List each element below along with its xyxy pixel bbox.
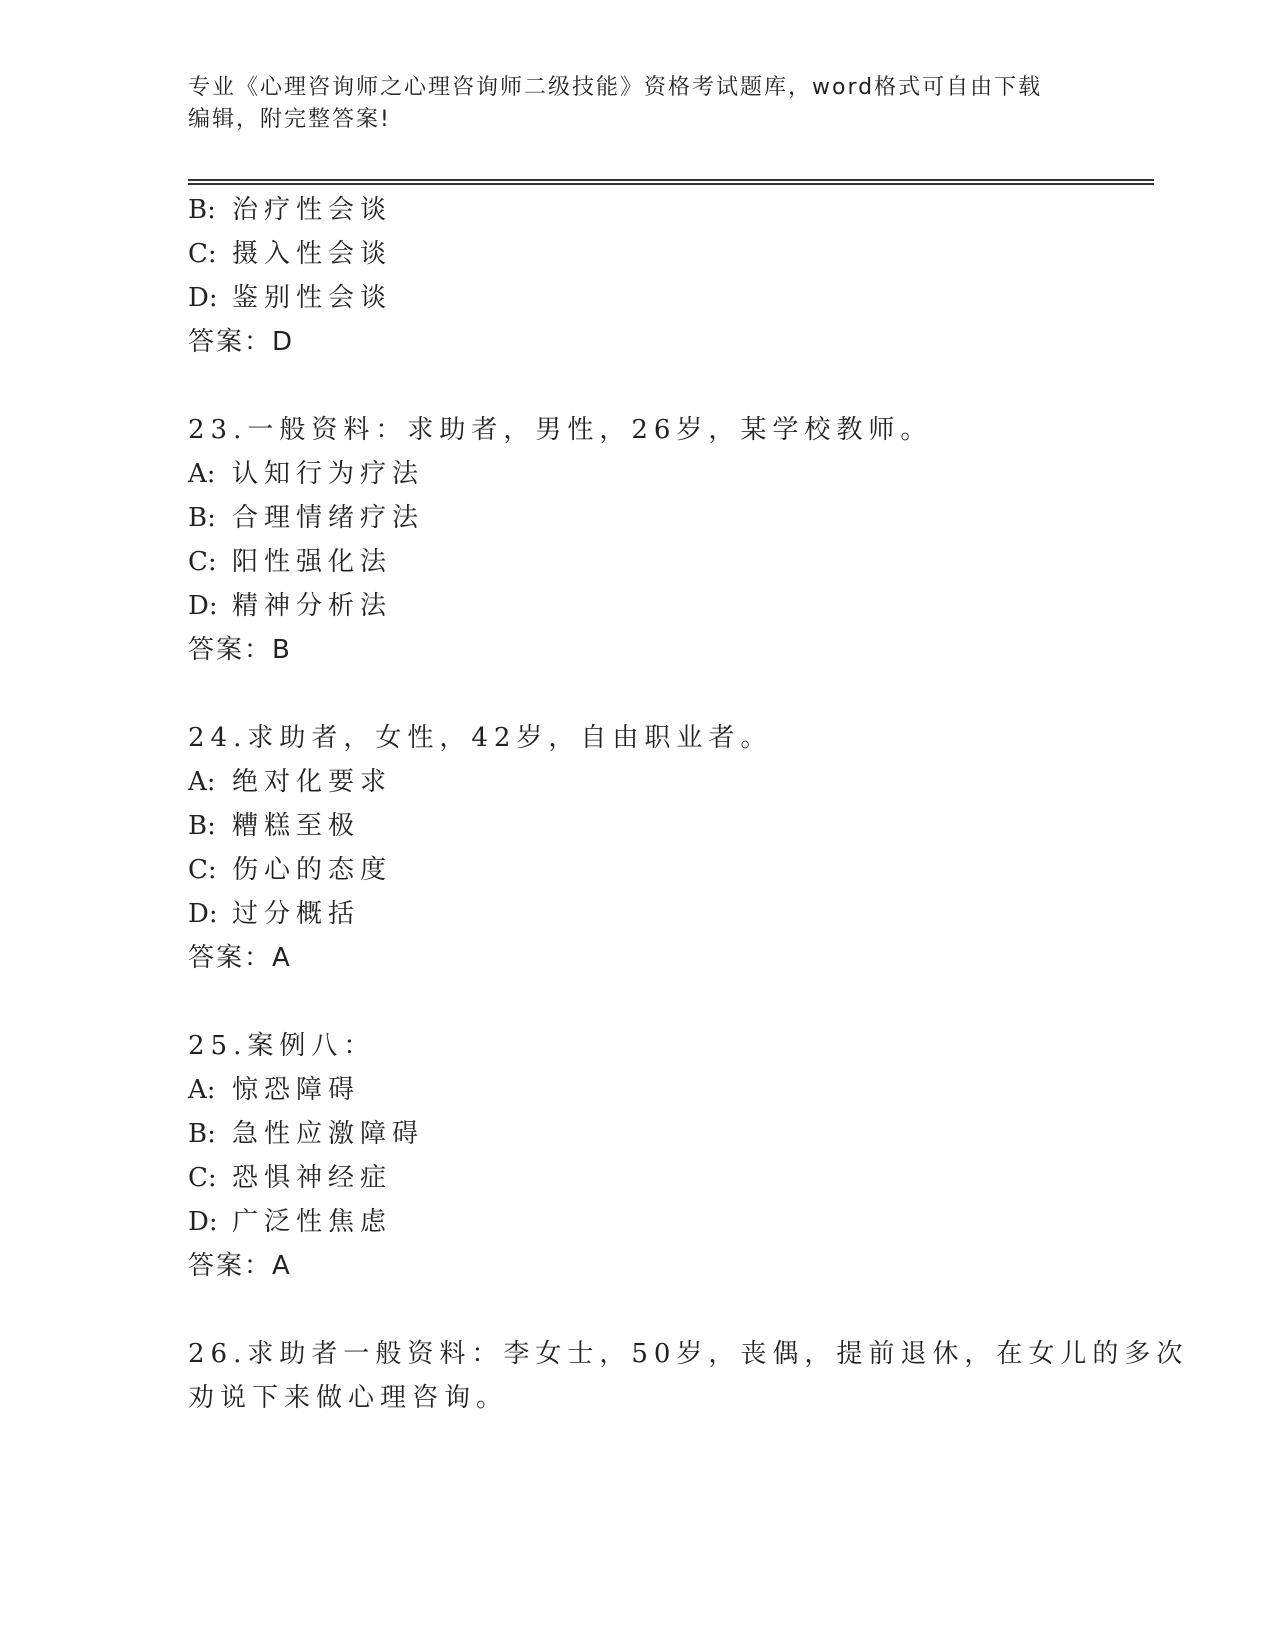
option-text: 过分概括 [232,899,361,929]
document-header [188,72,1078,136]
option-text: 合理情绪疗法 [232,503,425,533]
option-text: 鉴别性会谈 [232,283,393,313]
q24-stem: 24.求助者，女性，42岁，自由职业者。 [188,723,773,753]
q25-stem: 25.案例八： [188,1031,376,1061]
option-letter: D: [188,283,218,313]
q25-answer: 答案：A [188,1251,292,1281]
option-letter: D: [188,591,218,621]
q23-answer: 答案：B [188,635,292,665]
header-divider-bottom [188,183,1154,185]
option-text: 治疗性会谈 [232,195,393,225]
option-letter: D: [188,899,218,929]
header-divider-top [188,179,1154,181]
option-letter: B: [188,503,216,533]
option-text: 急性应激障碍 [232,1119,425,1149]
header-line-2: 编辑，附完整答案! [188,107,391,132]
q24-option-b [188,810,360,842]
q23-option-b [188,502,424,534]
q22-option-d [188,282,392,314]
option-text: 糟糕至极 [232,811,361,841]
q24-answer: 答案：A [188,943,292,973]
option-text: 广泛性焦虑 [232,1207,393,1237]
q26-stem-line-2: 劝说下来做心理咨询。 [188,1383,509,1413]
q22-answer: 答案：D [188,327,295,357]
q22-option-b [188,194,392,226]
q24-option-c [188,854,392,886]
option-text: 阳性强化法 [232,547,393,577]
option-letter: D: [188,1207,218,1237]
q24-option-d [188,898,360,930]
option-text: 绝对化要求 [232,767,393,797]
option-letter: B: [188,195,216,225]
option-letter: C: [188,1163,217,1193]
option-text: 恐惧神经症 [232,1163,393,1193]
q25-option-b [188,1118,424,1150]
q25-option-d [188,1206,392,1238]
option-text: 惊恐障碍 [232,1075,361,1105]
option-letter: A: [188,459,216,489]
q24-option-a [188,766,392,798]
q23-stem: 23.一般资料：求助者，男性，26岁，某学校教师。 [188,415,933,445]
option-letter: C: [188,547,217,577]
option-text: 伤心的态度 [232,855,393,885]
option-text: 摄入性会谈 [232,239,393,269]
q23-option-c [188,546,392,578]
q25-option-a [188,1074,360,1106]
option-letter: C: [188,855,217,885]
q22-option-c [188,238,392,270]
q23-option-d [188,590,392,622]
option-letter: A: [188,1075,216,1105]
header-line-1: 专业《心理咨询师之心理咨询师二级技能》资格考试题库，word格式可自由下载 [188,75,1043,100]
option-letter: B: [188,1119,216,1149]
q25-option-c [188,1162,392,1194]
option-letter: B: [188,811,216,841]
q23-option-a [188,458,424,490]
option-text: 精神分析法 [232,591,393,621]
option-letter: C: [188,239,217,269]
q26-stem-line-1: 26.求助者一般资料：李女士，50岁，丧偶，提前退休，在女儿的多次 [188,1339,1189,1369]
option-letter: A: [188,767,216,797]
option-text: 认知行为疗法 [232,459,425,489]
